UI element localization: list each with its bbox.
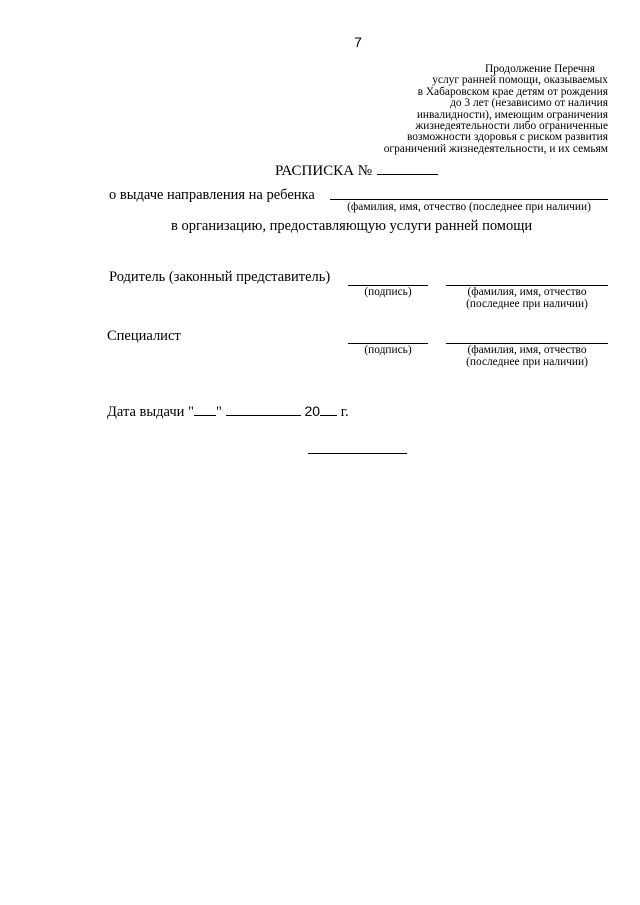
child-name-caption: (фамилия, имя, отчество (последнее при наличии) bbox=[347, 201, 591, 213]
parent-role-label: Родитель (законный представитель) bbox=[109, 269, 331, 285]
end-separator-line bbox=[308, 453, 407, 454]
century-text: 20 bbox=[304, 403, 321, 419]
parent-name-caption bbox=[446, 287, 608, 310]
receipt-number-field[interactable] bbox=[377, 161, 438, 175]
receipt-title bbox=[275, 161, 438, 180]
issue-label: о выдаче направления на ребенка bbox=[109, 187, 315, 203]
organization-line: в организацию, предоставляющую услуги ранней помощи bbox=[171, 218, 533, 234]
day-field[interactable] bbox=[194, 403, 216, 416]
page-number: 7 bbox=[354, 34, 362, 50]
specialist-name-caption bbox=[446, 345, 608, 368]
header-line: в Хабаровском крае детям от рождения bbox=[417, 85, 608, 98]
header-line: ограничений жизнедеятельности, и их семьям bbox=[383, 142, 608, 155]
issue-date-label: Дата выдачи bbox=[107, 404, 185, 420]
name-caption-line: (последнее при наличии) bbox=[466, 297, 588, 310]
specialist-signature-caption: (подпись) bbox=[364, 344, 412, 356]
parent-signature-caption: (подпись) bbox=[364, 286, 412, 298]
child-name-field[interactable] bbox=[330, 199, 608, 200]
header-line: услуг ранней помощи, оказываемых bbox=[432, 74, 608, 87]
quote-open: " bbox=[188, 404, 194, 420]
month-field[interactable] bbox=[226, 403, 301, 416]
header-line: возможности здоровья с риском развития bbox=[407, 131, 608, 144]
header-line: инвалидности), имеющим ограничения bbox=[416, 108, 608, 121]
name-caption-line: (фамилия, имя, отчество bbox=[467, 344, 587, 356]
quote-close: " bbox=[215, 404, 222, 420]
document-header bbox=[360, 64, 608, 155]
header-line: жизнедеятельности либо ограниченные bbox=[415, 120, 608, 133]
year-field[interactable] bbox=[320, 403, 337, 416]
year-suffix: г. bbox=[340, 404, 349, 420]
specialist-role-label: Специалист bbox=[107, 328, 181, 344]
header-line: Продолжение Перечня bbox=[485, 63, 595, 75]
issue-date-row bbox=[107, 403, 349, 421]
header-line: до 3 лет (независимо от наличия bbox=[450, 97, 608, 110]
name-caption-line: (последнее при наличии) bbox=[466, 355, 588, 368]
receipt-title-text: РАСПИСКА № bbox=[275, 163, 373, 179]
name-caption-line: (фамилия, имя, отчество bbox=[467, 286, 587, 298]
